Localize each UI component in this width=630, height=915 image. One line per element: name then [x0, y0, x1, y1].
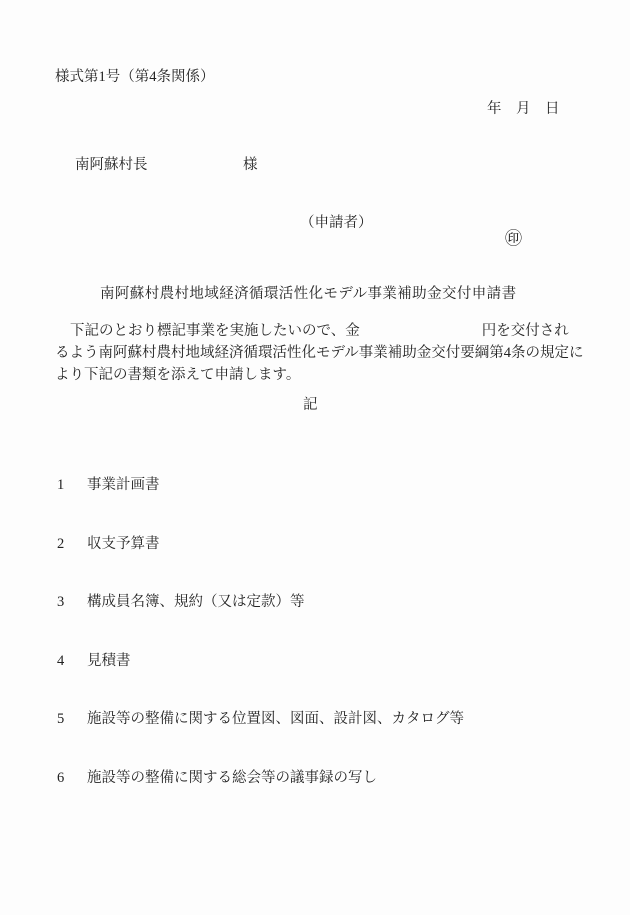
- record-heading: 記: [303, 397, 318, 413]
- attachment-number: 3: [57, 594, 65, 611]
- body-line1-suffix: 円を交付され: [481, 323, 569, 339]
- body-paragraph: [55, 320, 603, 386]
- attachment-number: 4: [57, 652, 65, 669]
- amount-blank-field: [360, 334, 482, 335]
- attachment-row: [57, 651, 464, 672]
- date-line: 年 月 日: [487, 101, 560, 117]
- attachment-number: 1: [57, 477, 65, 493]
- body-line-3: より下記の書類を添えて申請します。: [55, 367, 301, 383]
- attachment-number: 5: [57, 711, 65, 728]
- attachment-row: [57, 709, 464, 730]
- attachment-row: [57, 592, 464, 613]
- body-line-1: [55, 320, 603, 342]
- seal-icon: ㊞: [505, 229, 522, 248]
- attachment-row: [57, 768, 464, 789]
- attachment-label: 見積書: [87, 652, 131, 669]
- addressee-honorific: 様: [243, 157, 258, 173]
- attachment-number: 2: [57, 535, 65, 552]
- attachment-list: [57, 437, 464, 827]
- attachment-label: 事業計画書: [87, 477, 160, 493]
- body-line-2: るよう南阿蘇村農村地域経済循環活性化モデル事業補助金交付要綱第4条の規定に: [55, 345, 584, 361]
- applicant-label: （申請者）: [300, 215, 373, 231]
- body-line1-text: 下記のとおり標記事業を実施したいので、金: [70, 323, 360, 339]
- addressee-name: 南阿蘇村長: [75, 157, 148, 173]
- attachment-label: 収支予算書: [87, 535, 160, 552]
- attachment-label: 構成員名簿、規約（又は定款）等: [87, 594, 305, 611]
- attachment-label: 施設等の整備に関する位置図、図面、設計図、カタログ等: [87, 711, 464, 728]
- form-number-label: 様式第1号（第4条関係）: [55, 69, 215, 85]
- attachment-row: [57, 475, 464, 496]
- attachment-number: 6: [57, 769, 65, 786]
- attachment-row: [57, 534, 464, 555]
- attachment-label: 施設等の整備に関する総会等の議事録の写し: [87, 769, 377, 786]
- document-title: 南阿蘇村農村地域経済循環活性化モデル事業補助金交付申請書: [100, 286, 517, 302]
